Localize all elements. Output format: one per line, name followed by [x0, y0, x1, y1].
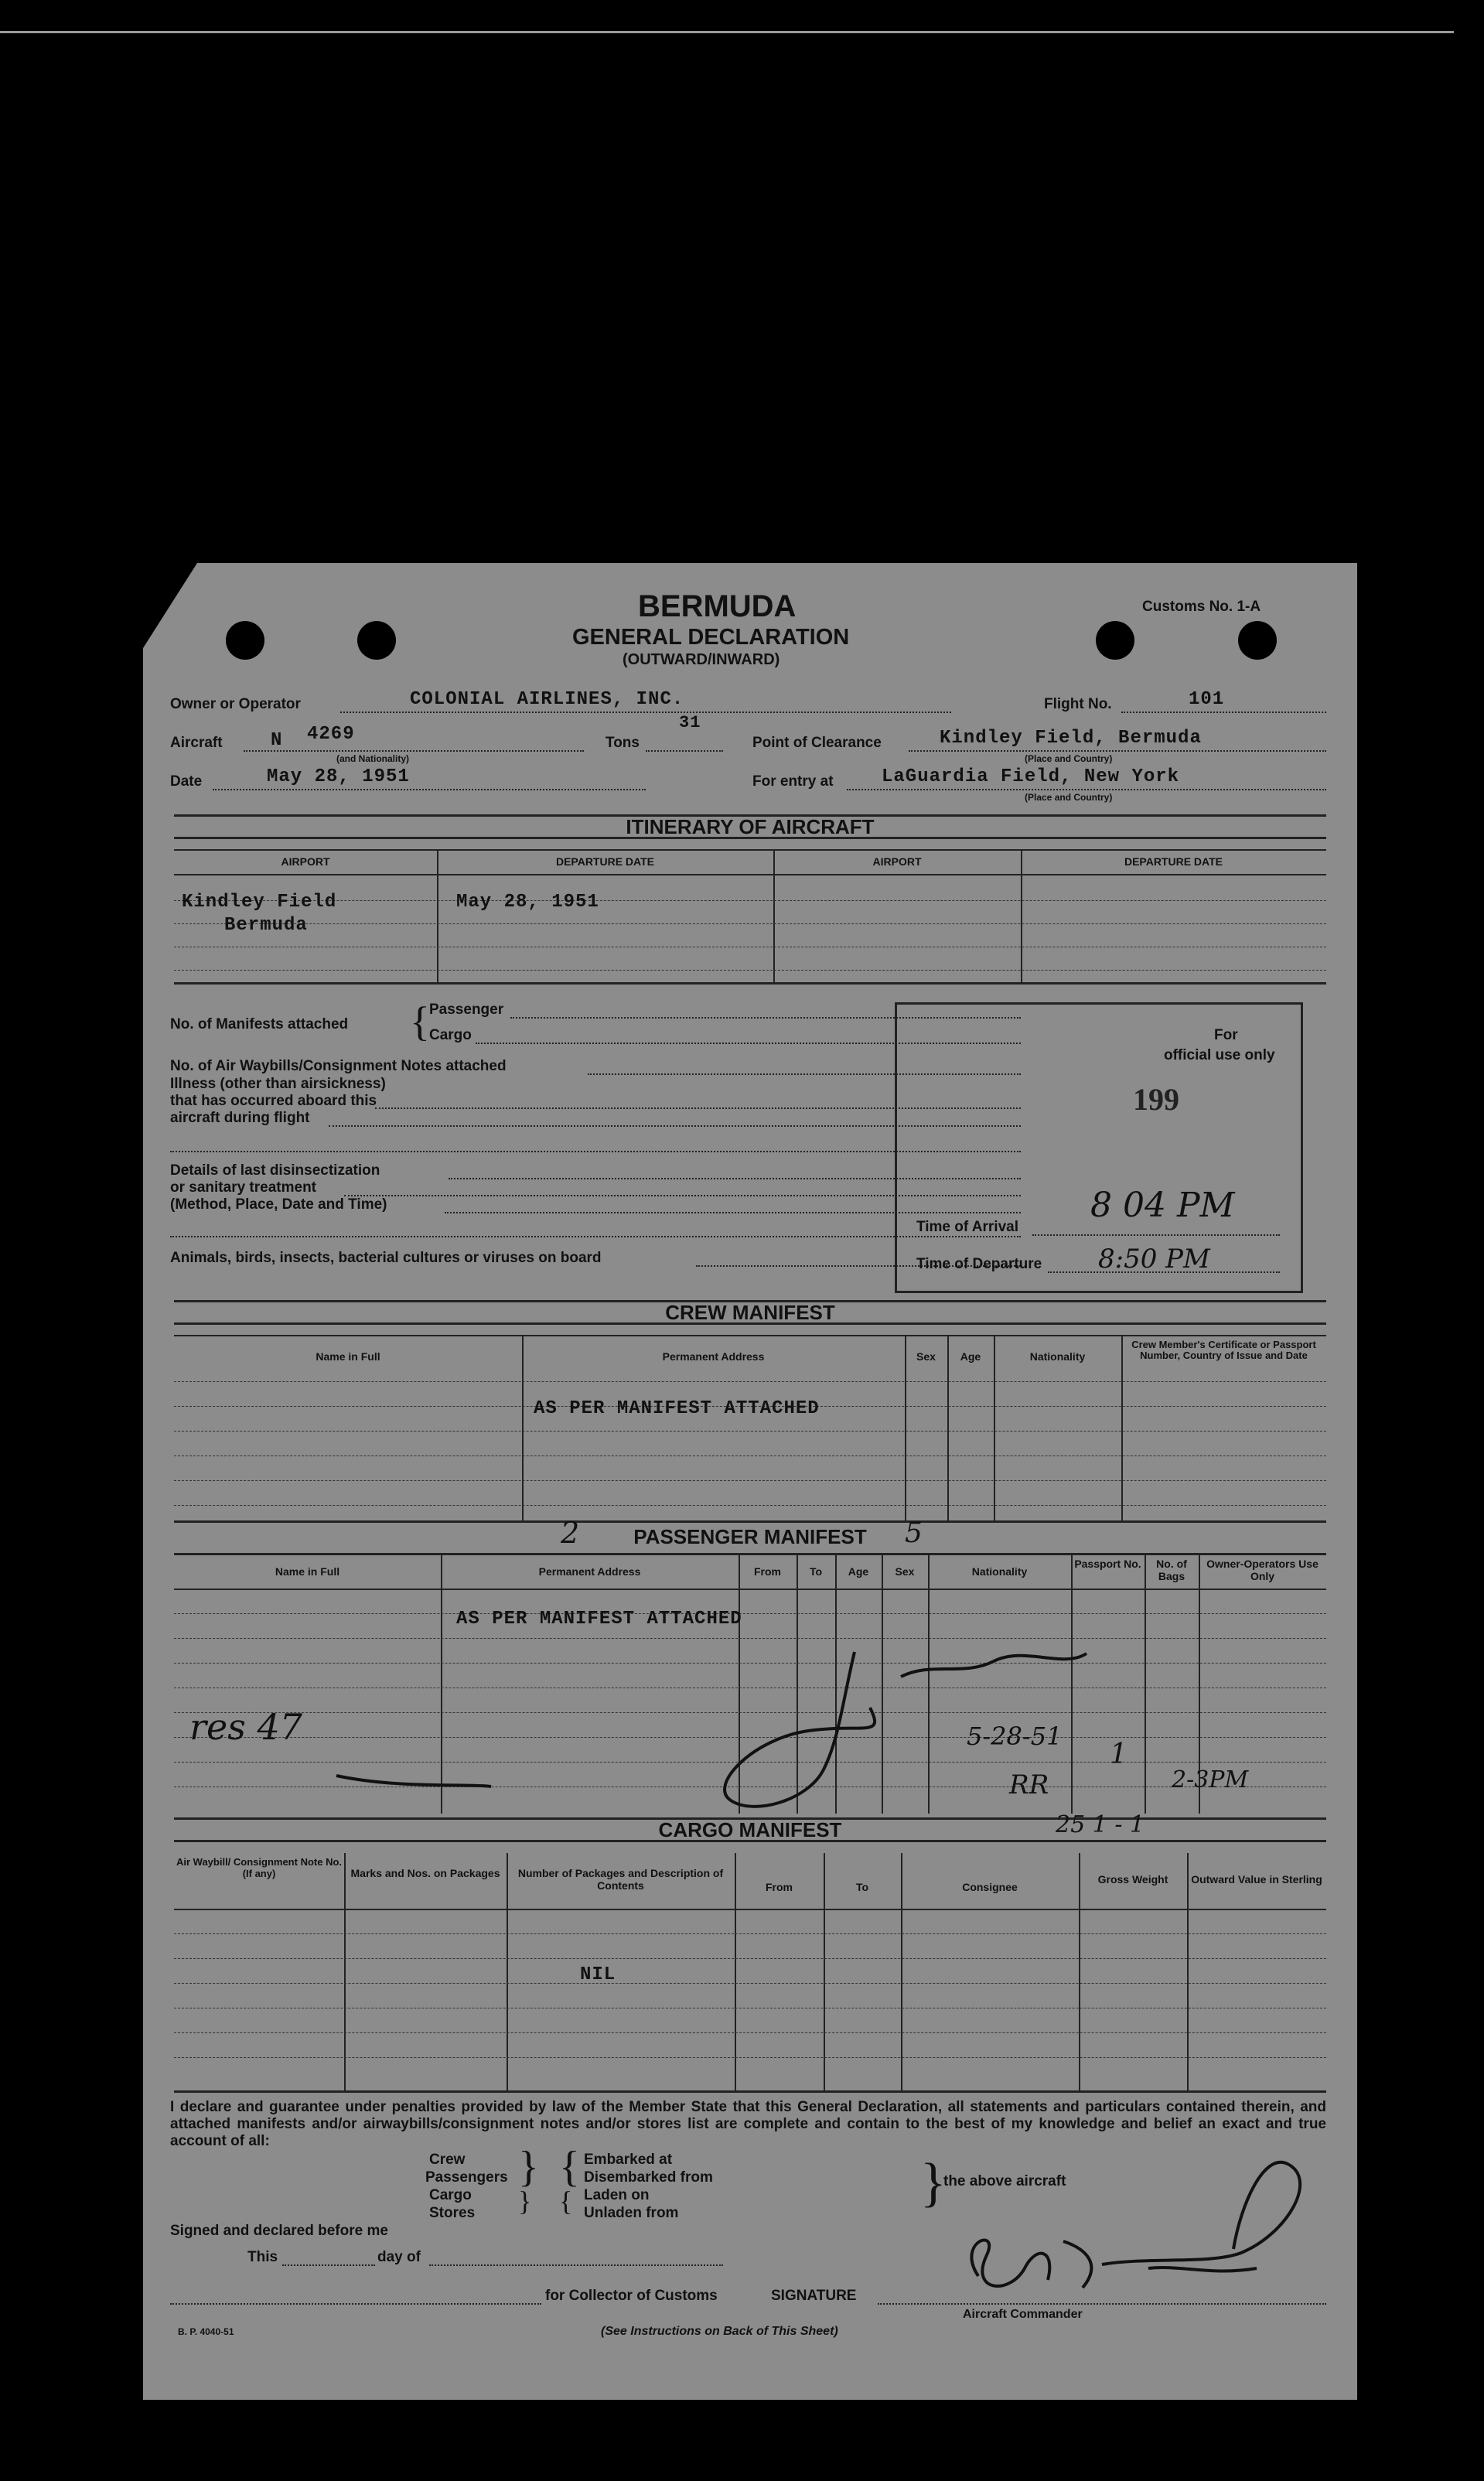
form-subtitle: (OUTWARD/INWARD) — [623, 651, 780, 668]
decl-passengers: Passengers — [425, 2169, 508, 2186]
passenger-note: AS PER MANIFEST ATTACHED — [456, 1609, 742, 1630]
pax-header-owner-use: Owner-Operators Use Only — [1206, 1558, 1319, 1582]
clearance-note: (Place and Country) — [1025, 753, 1113, 764]
signature-label: SIGNATURE — [771, 2288, 857, 2304]
decl-unladen: Unladen from — [584, 2205, 679, 2221]
clearance-label: Point of Clearance — [752, 735, 882, 751]
tons-label: Tons — [606, 735, 640, 751]
itin-header-airport-2: AIRPORT — [872, 855, 922, 868]
crew-title: CREW MANIFEST — [174, 1300, 1326, 1325]
cargo-manifest-label: Cargo — [429, 1027, 472, 1043]
flight-label: Flight No. — [1044, 696, 1112, 712]
cargo-header-packages: Number of Packages and Description of Contents — [517, 1867, 724, 1892]
pax-header-passport: Passport No. — [1074, 1558, 1141, 1570]
crew-header-nationality: Nationality — [1029, 1350, 1086, 1363]
arrival-label: Time of Arrival — [916, 1219, 1018, 1235]
commander-signature — [143, 563, 1357, 2400]
cargo-hand-note: 25 1 - 1 — [1056, 1811, 1145, 1838]
passenger-hand-rr: RR — [1009, 1769, 1049, 1800]
itin-airport-2: Bermuda — [224, 915, 308, 936]
commander-label: Aircraft Commander — [963, 2308, 1083, 2321]
disinsect-label-1: Details of last disinsectization — [170, 1162, 380, 1179]
country-title: BERMUDA — [638, 589, 797, 623]
passenger-title: PASSENGER MANIFEST — [633, 1525, 867, 1548]
decl-stores: Stores — [429, 2205, 476, 2221]
cargo-header-value: Outward Value in Sterling — [1191, 1873, 1322, 1885]
clearance-value: Kindley Field, Bermuda — [940, 728, 1202, 749]
official-use-label: official use only — [1164, 1047, 1275, 1063]
passenger-hand-time: 2-3PM — [1172, 1766, 1249, 1793]
decl-embarked: Embarked at — [584, 2152, 673, 2168]
entry-label: For entry at — [752, 773, 834, 790]
decl-crew: Crew — [429, 2152, 466, 2168]
crew-note: AS PER MANIFEST ATTACHED — [534, 1398, 820, 1419]
pax-header-sex: Sex — [895, 1565, 915, 1578]
passenger-manifest-label: Passenger — [429, 1002, 504, 1018]
flight-value: 101 — [1189, 689, 1225, 710]
itin-header-date-2: DEPARTURE DATE — [1124, 855, 1223, 868]
departure-label: Time of Departure — [916, 1256, 1042, 1272]
collector-label: for Collector of Customs — [545, 2288, 718, 2304]
owner-value: COLONIAL AIRLINES, INC. — [410, 689, 684, 710]
pax-header-address: Permanent Address — [538, 1565, 641, 1578]
decl-cargo: Cargo — [429, 2187, 472, 2203]
passenger-hand-one: 1 — [1110, 1739, 1127, 1770]
passenger-hand-date: 5-28-51 — [967, 1722, 1063, 1751]
declaration-text: I declare and guarantee under penalties provided by law of the Member State that this General Declaration, all statements and particulars contained therein, and attached manifests and/or airwaybills/consignment notes and/or stores list are complete and contain to the best of my knowledge and belief an exact and true account of all: — [170, 2099, 1326, 2149]
cargo-note: NIL — [580, 1964, 616, 1985]
cargo-header-waybill: Air Waybill/ Consignment Note No. (If any) — [176, 1856, 343, 1879]
owner-label: Owner or Operator — [170, 696, 301, 712]
instructions-note: (See Instructions on Back of This Sheet) — [601, 2325, 838, 2338]
aircraft-value: 4269 — [307, 724, 355, 745]
itin-airport-1: Kindley Field — [182, 892, 337, 913]
crew-header-address: Permanent Address — [662, 1350, 765, 1363]
cargo-title: CARGO MANIFEST — [174, 1817, 1326, 1842]
aircraft-label: Aircraft — [170, 735, 223, 751]
decl-above-aircraft: the above aircraft — [943, 2173, 1066, 2189]
decl-laden: Laden on — [584, 2187, 650, 2203]
departure-value: 8:50 PM — [1098, 1244, 1210, 1275]
manifests-label: No. of Manifests attached — [170, 1016, 349, 1032]
scan-border-line — [0, 31, 1454, 33]
passenger-hand-count: res 47 — [189, 1706, 302, 1748]
form-number: Customs No. 1-A — [1142, 599, 1261, 615]
crew-header-sex: Sex — [916, 1350, 936, 1363]
decl-disembarked: Disembarked from — [584, 2169, 713, 2186]
cargo-header-from: From — [766, 1881, 793, 1893]
pax-header-nationality: Nationality — [971, 1565, 1028, 1578]
form-title: GENERAL DECLARATION — [572, 625, 850, 650]
illness-label-1: Illness (other than airsickness) — [170, 1076, 386, 1092]
animals-label: Animals, birds, insects, bacterial cultures or viruses on board — [170, 1250, 602, 1266]
crew-header-certificate: Crew Member's Certificate or Passport Number, Country of Issue and Date — [1131, 1339, 1316, 1361]
itin-header-airport: AIRPORT — [281, 855, 330, 868]
disinsect-label-2: or sanitary treatment — [170, 1179, 317, 1196]
signed-label: Signed and declared before me — [170, 2223, 388, 2239]
itinerary-title: ITINERARY OF AIRCRAFT — [174, 814, 1326, 839]
date-label: Date — [170, 773, 203, 790]
itin-date: May 28, 1951 — [456, 892, 599, 913]
disinsect-label-3: (Method, Place, Date and Time) — [170, 1196, 387, 1213]
form-code: B. P. 4040-51 — [178, 2326, 234, 2337]
illness-label-3: aircraft during flight — [170, 1110, 310, 1126]
itin-header-date: DEPARTURE DATE — [555, 855, 655, 868]
date-value: May 28, 1951 — [267, 766, 410, 787]
entry-value: LaGuardia Field, New York — [882, 766, 1180, 787]
day-label: day of — [377, 2249, 421, 2265]
illness-label-2: that has occurred aboard this — [170, 1093, 377, 1109]
declaration-form: BERMUDA GENERAL DECLARATION (OUTWARD/INWARD) Customs No. 1-A Owner or Operator COLONIAL AIRLINES, INC. Flight No. 101 Aircraft N 4269 (and Nationality) Tons 31 Point of Clearance Kindley Field, Bermuda (Place and Country) Date May 28, 1951 For entry at LaGuardia Field, New York (Place and Country) ITINERARY OF AIRCRAFT AIRPORT DEPARTURE DATE AIRPORT DEPARTURE DATE Kindley Field Bermuda May 28, 1951 No. of Manifests attached { Passenger Cargo No. of Air Waybills/Consignment Notes attached Illness (other than airsickness) that has occurred aboard this aircraft during flight Details of last disinsectization or sanitary treatment (Method, Place, Date and Time) Animals, birds, insects, bacterial cultures or viruses on board For official use only 199 Time of Arrival 8 04 PM Time of Departure 8:50 PM CREW MANIFEST Name in Full Permanent Address Sex Age Nationality Crew Member's Certificate or Passport Number, Country of Issue and Date AS PER MANIFEST ATTACHED PASSENGER MANIFEST 2 5 Name in Full Permanent Address From To Age Sex Nationality Passport No. No. of Bags Owner-Operators Use Only AS PER MANIFEST ATTACHED res 47 5-28-51 RR 1 2-3PM CARGO MANIFEST 25 1 - 1 Air Waybill/ Consignment Note No. (If any) Marks and Nos. on Packages Number of Packages and Description of Contents From To Consignee Gross Weight Outward Value in Sterling NIL I declare and guarantee under penalties provided by law of the Member State that this General Declaration, all statements and particulars contained therein, and attached manifests and/or airwaybills/consignment notes and/or stores list are complete and contain to the best of my knowledge and belief an exact and true account of all: Crew Passengers Cargo Stores } } { { Embarked at Disembarked from Laden on Unladen from } the above aircraft Signed and declared before me This day of for Collector of Customs SIGNATURE Aircraft Commander B. P. 4040-51 (See Instructions on Back of This Sheet) — [143, 563, 1357, 2400]
tons-value: 31 — [679, 713, 701, 732]
aircraft-prefix: N — [271, 730, 283, 751]
this-label: This — [247, 2249, 278, 2265]
cargo-header-to: To — [855, 1881, 869, 1893]
pax-header-name: Name in Full — [275, 1565, 340, 1578]
entry-note: (Place and Country) — [1025, 792, 1113, 803]
pax-header-age: Age — [848, 1565, 869, 1578]
cargo-header-marks: Marks and Nos. on Packages — [350, 1867, 500, 1879]
aircraft-note: (and Nationality) — [336, 753, 410, 764]
passenger-left-mark: 2 — [561, 1516, 580, 1550]
crew-header-name: Name in Full — [316, 1350, 380, 1363]
arrival-value: 8 04 PM — [1090, 1186, 1235, 1225]
cargo-header-weight: Gross Weight — [1097, 1873, 1168, 1885]
official-for: For — [1214, 1027, 1238, 1043]
pax-header-from: From — [754, 1565, 781, 1578]
crew-header-age: Age — [960, 1350, 981, 1363]
stamp-number: 199 — [1133, 1082, 1179, 1117]
passenger-right-mark: 5 — [905, 1517, 923, 1549]
cargo-header-consignee: Consignee — [962, 1881, 1018, 1893]
pax-header-bags: No. of Bags — [1156, 1558, 1187, 1582]
waybills-label: No. of Air Waybills/Consignment Notes attached — [170, 1058, 507, 1074]
pax-header-to: To — [809, 1565, 823, 1578]
